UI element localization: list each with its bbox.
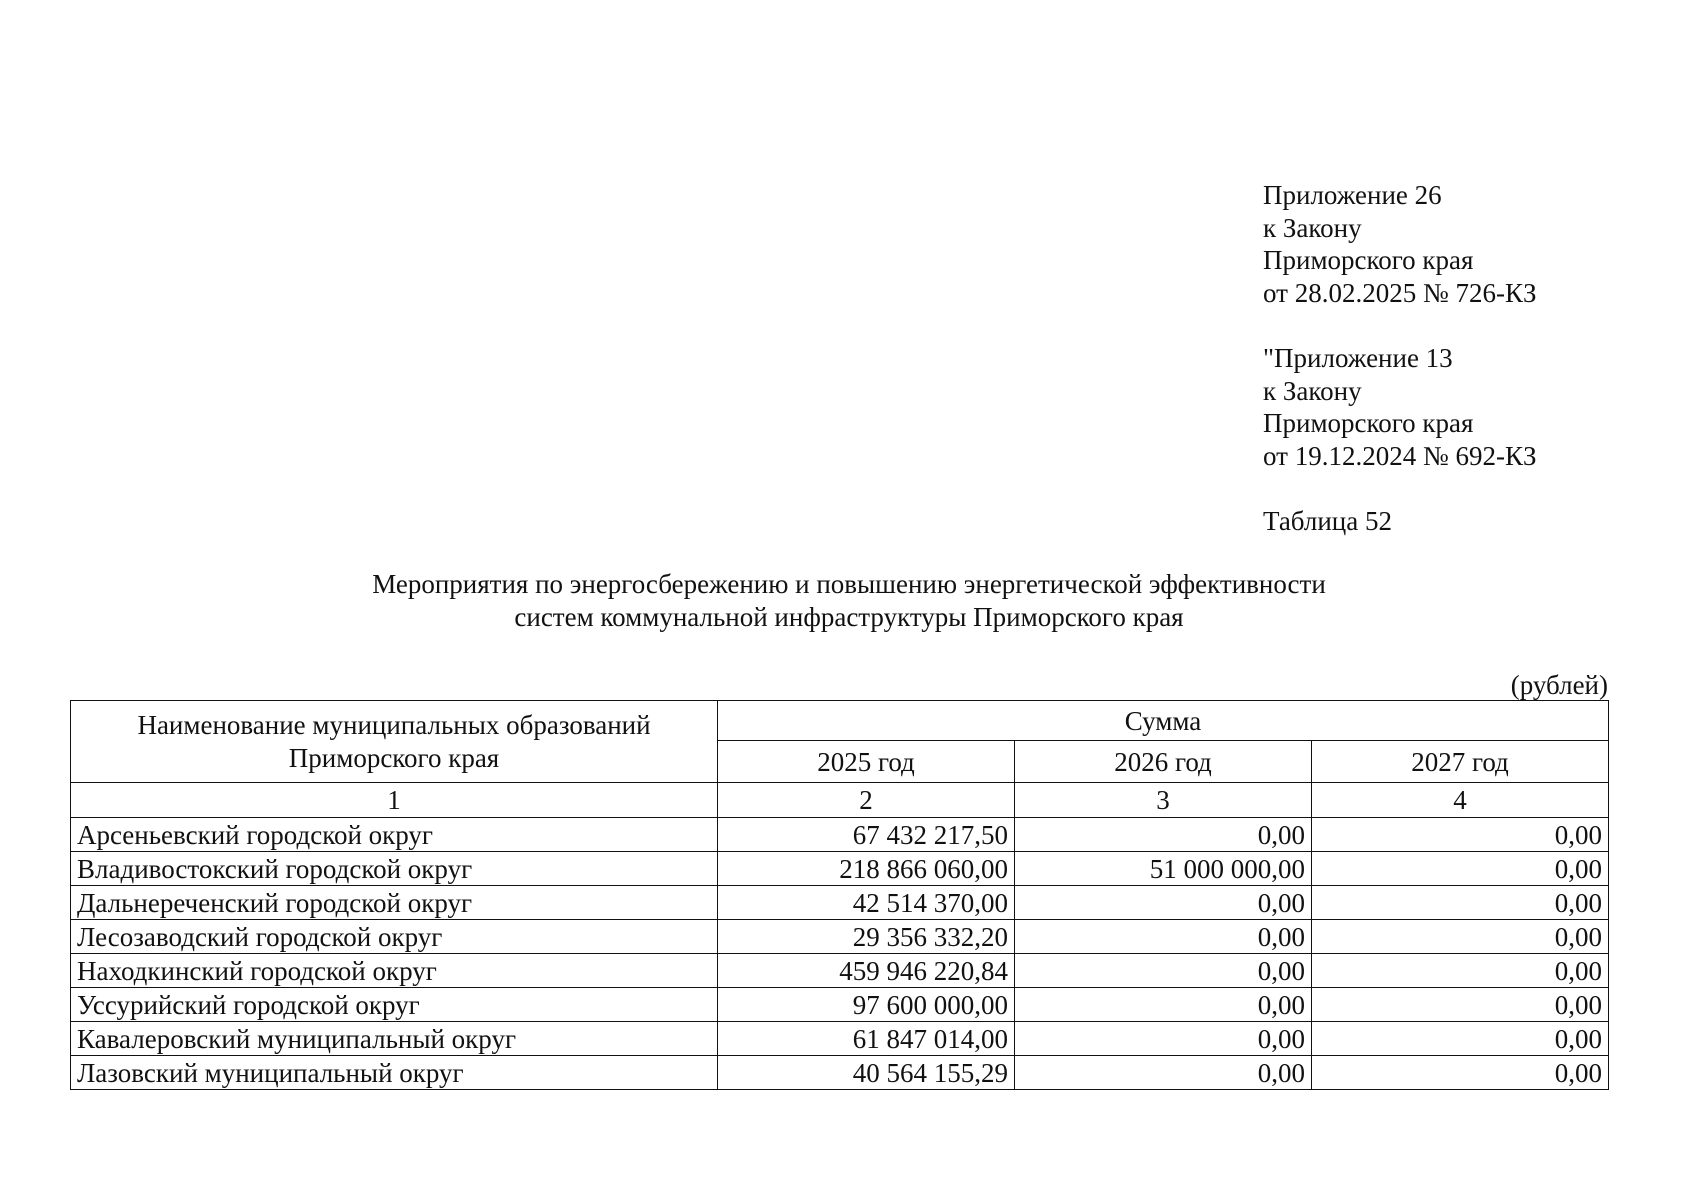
amount-2027: 0,00 [1312, 818, 1609, 852]
budget-table [70, 700, 1609, 1090]
amount-2026: 0,00 [1015, 886, 1312, 920]
municipality-name: Владивостокский городской округ [71, 852, 718, 886]
amount-2027: 0,00 [1312, 920, 1609, 954]
amount-2027: 0,00 [1312, 1022, 1609, 1056]
amount-2025: 29 356 332,20 [718, 920, 1015, 954]
amount-2026: 0,00 [1015, 920, 1312, 954]
original-appendix-line: к Закону [1263, 375, 1362, 406]
amount-2025: 42 514 370,00 [718, 886, 1015, 920]
municipality-name: Находкинский городской округ [71, 954, 718, 988]
table-row [71, 886, 1609, 920]
table-row [71, 818, 1609, 852]
appendix-line: Приморского края [1263, 245, 1474, 275]
header-year-2027: 2027 год [1312, 741, 1609, 783]
original-appendix-header [1263, 342, 1643, 472]
column-number: 2 [718, 783, 1015, 818]
header-municipality-line: Приморского края [288, 743, 500, 773]
municipality-name: Дальнереченский городской округ [71, 886, 718, 920]
table-number: Таблица 52 [1263, 506, 1392, 536]
header-year-2026: 2026 год [1015, 741, 1312, 783]
amount-2025: 459 946 220,84 [718, 954, 1015, 988]
table-row [71, 1022, 1609, 1056]
original-appendix-line: Приморского края [1263, 408, 1474, 438]
amount-2026: 0,00 [1015, 1056, 1312, 1090]
amount-2026: 0,00 [1015, 988, 1312, 1022]
title-line: Мероприятия по энергосбережению и повышению энергетической эффективности [372, 569, 1326, 599]
appendix-header [1263, 179, 1643, 309]
appendix-line: Приложение 26 [1263, 180, 1442, 210]
amount-2026: 51 000 000,00 [1015, 852, 1312, 886]
amount-2026: 0,00 [1015, 818, 1312, 852]
appendix-line: к Закону [1263, 212, 1362, 243]
column-number: 3 [1015, 783, 1312, 818]
title-line: систем коммунальной инфраструктуры Приморского края [514, 602, 1184, 632]
units-label: (рублей) [1510, 670, 1608, 700]
column-number: 4 [1312, 783, 1609, 818]
original-appendix-line: "Приложение 13 [1263, 343, 1453, 373]
municipality-name: Арсеньевский городской округ [71, 818, 718, 852]
municipality-name: Кавалеровский муниципальный округ [71, 1022, 718, 1056]
amount-2027: 0,00 [1312, 852, 1609, 886]
table-row [71, 920, 1609, 954]
table-row [71, 852, 1609, 886]
amount-2025: 97 600 000,00 [718, 988, 1015, 1022]
municipality-name: Лесозаводский городской округ [71, 920, 718, 954]
table-row [71, 1056, 1609, 1090]
column-number-row [71, 783, 1609, 818]
appendix-line: от 28.02.2025 № 726-КЗ [1263, 277, 1537, 308]
amount-2025: 61 847 014,00 [718, 1022, 1015, 1056]
header-sum: Сумма [718, 701, 1609, 741]
table-row [71, 988, 1609, 1022]
amount-2025: 67 432 217,50 [718, 818, 1015, 852]
document-title [0, 568, 1698, 634]
table-row [71, 954, 1609, 988]
amount-2025: 218 866 060,00 [718, 852, 1015, 886]
amount-2027: 0,00 [1312, 954, 1609, 988]
column-number: 1 [71, 783, 718, 818]
municipality-name: Лазовский муниципальный округ [71, 1056, 718, 1090]
table-header-row [71, 701, 1609, 741]
amount-2026: 0,00 [1015, 1022, 1312, 1056]
original-appendix-line: от 19.12.2024 № 692-КЗ [1263, 440, 1537, 471]
amount-2027: 0,00 [1312, 886, 1609, 920]
header-year-2025: 2025 год [718, 741, 1015, 783]
header-municipality-line: Наименование муниципальных образований [137, 710, 651, 740]
amount-2027: 0,00 [1312, 1056, 1609, 1090]
amount-2027: 0,00 [1312, 988, 1609, 1022]
amount-2025: 40 564 155,29 [718, 1056, 1015, 1090]
amount-2026: 0,00 [1015, 954, 1312, 988]
municipality-name: Уссурийский городской округ [71, 988, 718, 1022]
header-municipality [71, 701, 718, 783]
